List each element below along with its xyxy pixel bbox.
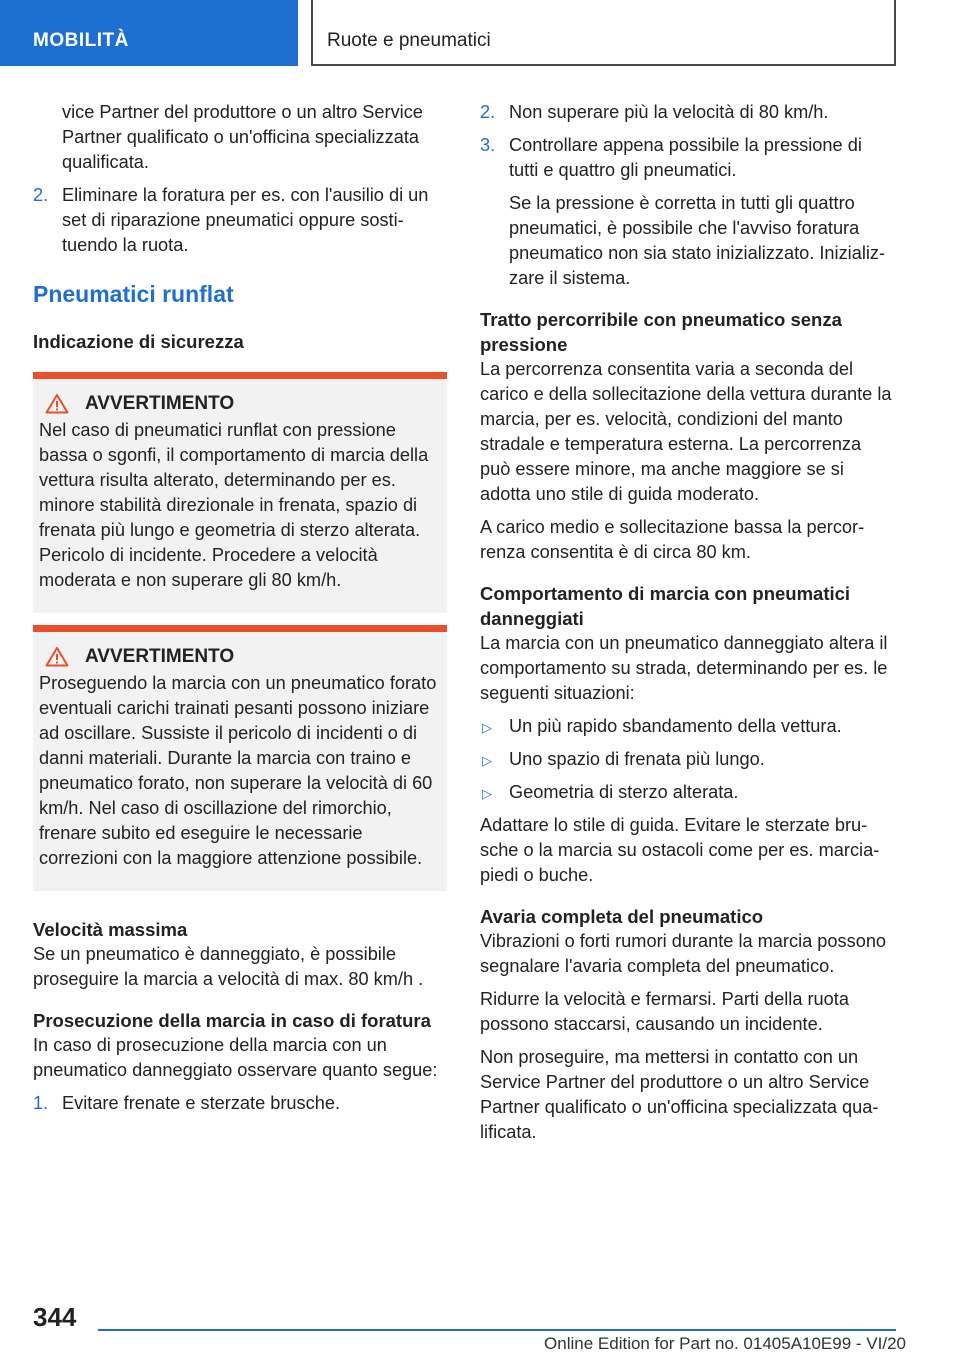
warning-box	[33, 372, 447, 613]
bullet-text: Un più rapido sbandamento della vettura.	[509, 716, 842, 736]
warning-title: AVVERTIMENTO	[39, 391, 441, 416]
list-number: 1.	[33, 1093, 49, 1113]
list-item	[33, 183, 447, 258]
section-label: MOBILITÀ	[33, 30, 129, 51]
continue-text: In caso di prosecuzione della marcia con un pneumatico danneggiato osservare quanto segue:	[33, 1035, 438, 1080]
edition-label: Online Edition for Part no. 01405A10E99 - VI/20	[544, 1334, 906, 1353]
footer-divider	[98, 1329, 896, 1331]
bullet-item	[480, 747, 896, 772]
bullet-item	[480, 714, 896, 739]
section-heading-runflat: Pneumatici runflat	[33, 281, 234, 307]
warning-box	[33, 625, 447, 891]
speed-heading: Velocità massima	[33, 919, 188, 940]
continue-heading: Prosecuzione della marcia in caso di foratura	[33, 1010, 431, 1031]
safety-heading: Indicazione di sicurezza	[33, 331, 244, 352]
right-column	[480, 100, 896, 1153]
bullet-triangle-icon: ▷	[482, 753, 492, 768]
list-number: 2.	[33, 185, 49, 205]
range-text: La percorrenza consentita varia a seconda del carico e della sollecitazione della vettura durante la marcia, per es. velocità, condizioni del manto stradale e temperatura esterna. La percorrenza può essere minore, ma anche maggiore se si adotta uno stile di guida moderato.	[480, 359, 892, 504]
list-item	[480, 133, 896, 183]
list-item	[480, 100, 896, 125]
range-heading: Tratto percorribile con pneumatico senza pressione	[480, 309, 842, 355]
list-number: 2.	[480, 102, 496, 122]
behaviour-text: La marcia con un pneumatico danneggiato altera il comportamento su strada, determinando per es. le seguenti situazioni:	[480, 633, 888, 703]
bullet-text: Geometria di sterzo alterata.	[509, 782, 739, 802]
range-text: A carico medio e sollecitazione bassa la percorrenza consentita è di circa 80 km.	[480, 517, 865, 562]
list-number: 3.	[480, 135, 496, 155]
step3-subtext: Se la pressione è corretta in tutti gli quattro pneumatici, è possibile che l'avviso foratura pneumatico non sia stato inizializzato. Inizializzare il sistema.	[509, 193, 886, 288]
list-text: Eliminare la foratura per es. con l'ausilio di un set di riparazione pneumatici oppure sostituendo la ruota.	[62, 185, 429, 255]
left-column	[33, 100, 447, 1124]
chapter-label: Ruote e pneumatici	[327, 30, 491, 51]
bullet-item	[480, 780, 896, 805]
list-text: Non superare più la velocità di 80 km/h.	[509, 102, 829, 122]
list-item	[33, 1091, 447, 1116]
warning-title: AVVERTIMENTO	[39, 644, 441, 669]
behaviour-heading: Comportamento di marcia con pneumatici danneggiati	[480, 583, 851, 629]
warning-text: Nel caso di pneumatici runflat con pressione bassa o sgonfi, il comportamento di marcia della vettura risulta alterato, determinando per es. minore stabilità direzionale in frenata, spazio di frenata più lungo e geometria di sterzo alterata. Pericolo di incidente. Procedere a velocità moderata e non superare gli 80 km/h.	[39, 420, 429, 590]
speed-text: Se un pneumatico è danneggiato, è possibile proseguire la marcia a velocità di max. 80 km/h .	[33, 944, 424, 989]
failure-text: Ridurre la velocità e fermarsi. Parti della ruota possono staccarsi, causando un incidente.	[480, 989, 849, 1034]
continued-text: vice Partner del produttore o un altro Service Partner qualificato o un'officina specializzata qualificata.	[62, 102, 423, 172]
behaviour-text: Adattare lo stile di guida. Evitare le sterzate brusche o la marcia su ostacoli come per es. marciapiedi o buche.	[480, 815, 880, 885]
chapter-tab	[311, 0, 896, 66]
bullet-triangle-icon: ▷	[482, 720, 492, 735]
warning-text: Proseguendo la marcia con un pneumatico forato eventuali carichi trainati pesanti possono iniziare ad oscillare. Sussiste il pericolo di incidenti o di danni materiali. Durante la marcia con traino e pneumatico forato, non superare la velocità di 60 km/h. Nel caso di oscillazione del rimorchio, frenare subito ed eseguire le necessarie correzioni con la maggiore attenzione possibile.	[39, 673, 437, 868]
failure-heading: Avaria completa del pneumatico	[480, 906, 764, 927]
failure-text: Non proseguire, ma mettersi in contatto con un Service Partner del produttore o un altro Service Partner qualificato o un'officina specializzata qualificata.	[480, 1047, 879, 1142]
warning-triangle-icon	[45, 393, 69, 414]
section-tab[interactable]	[0, 0, 298, 66]
list-text: Evitare frenate e sterzate brusche.	[62, 1093, 341, 1113]
bullet-triangle-icon: ▷	[482, 786, 492, 801]
warning-triangle-icon	[45, 646, 69, 667]
bullet-text: Uno spazio di frenata più lungo.	[509, 749, 765, 769]
failure-text: Vibrazioni o forti rumori durante la marcia possono segnalare l'avaria completa del pneumatico.	[480, 931, 887, 976]
list-text: Controllare appena possibile la pressione di tutti e quattro gli pneumatici.	[509, 135, 862, 180]
page-number: 344	[33, 1302, 77, 1332]
